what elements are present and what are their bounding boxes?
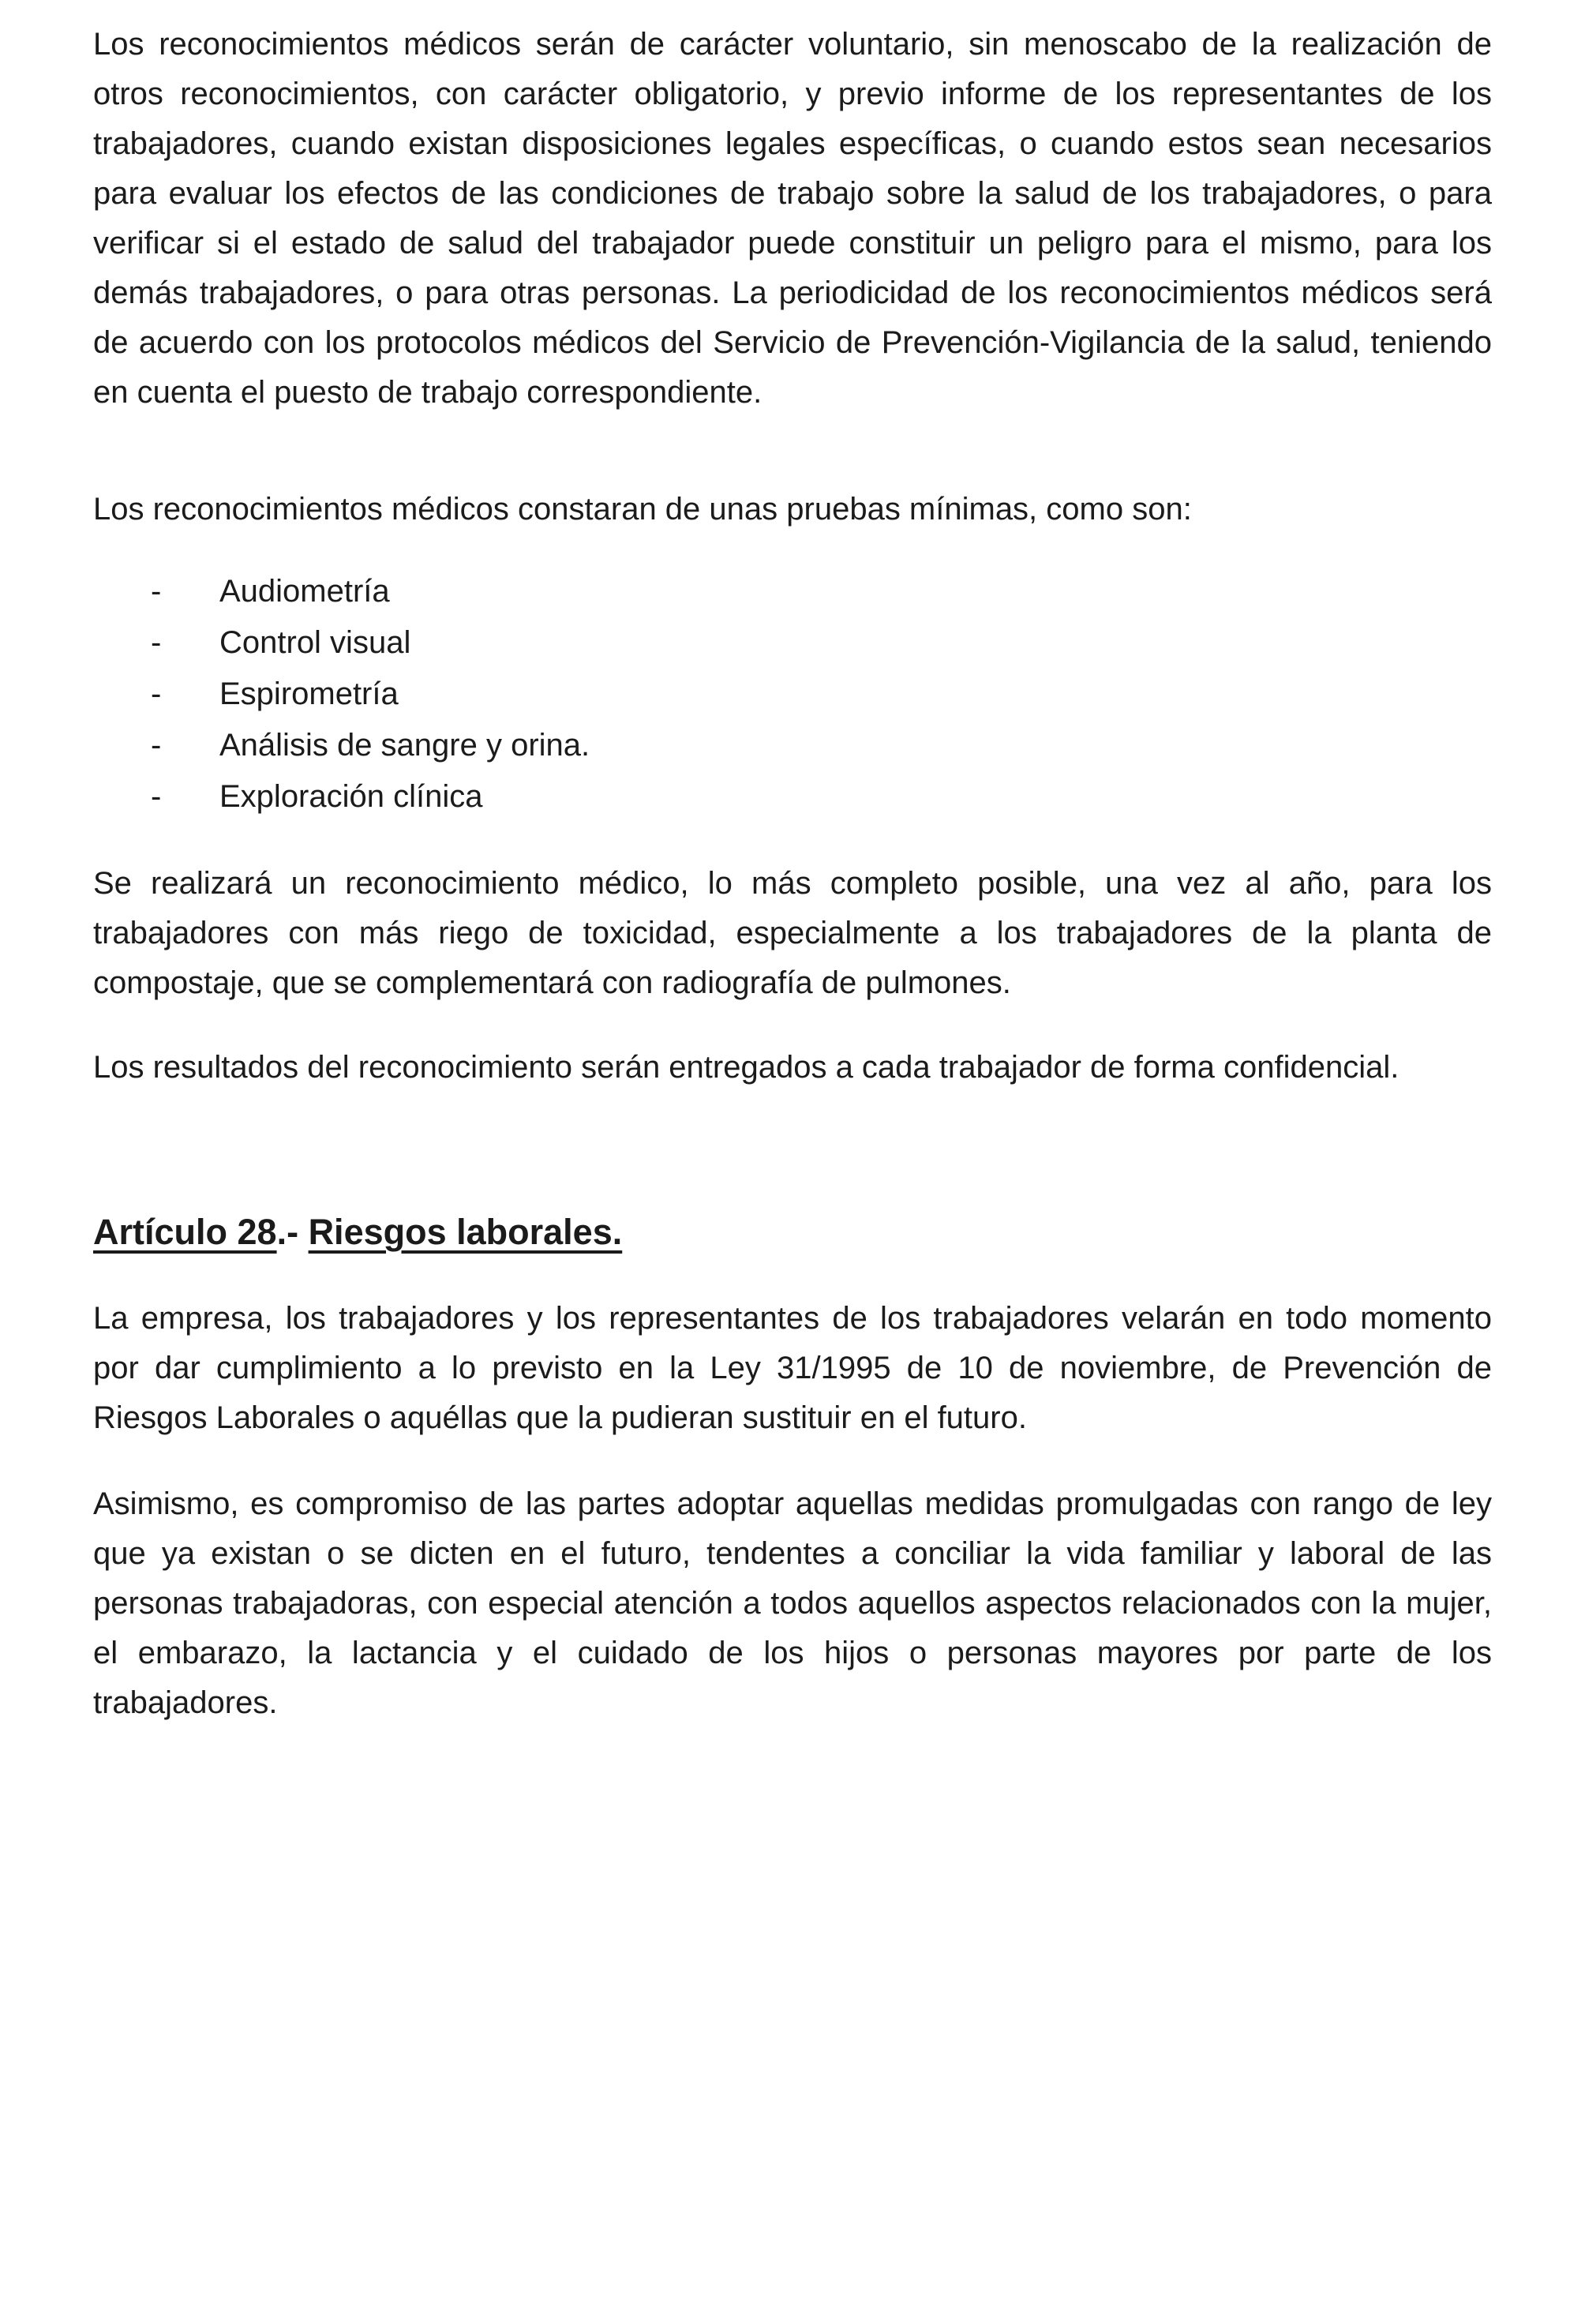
dash-bullet: -	[151, 677, 162, 711]
pruebas-minimas-list	[93, 566, 1492, 823]
dash-bullet: -	[151, 574, 162, 609]
heading-title: Riesgos laborales.	[308, 1212, 623, 1252]
list-item-label: Exploración clínica	[219, 779, 483, 814]
heading-article-number: Artículo 28	[93, 1212, 277, 1252]
article-28-heading	[93, 1207, 1492, 1257]
list-item-label: Espirometría	[219, 677, 399, 711]
dash-bullet: -	[151, 779, 162, 814]
paragraph-asimismo-compromiso: Asimismo, es compromiso de las partes adoptar aquellas medidas promulgadas con rango de ley que ya existan o se dicten en el futuro, tendentes a conciliar la vida familiar y laboral de las personas trabajadoras, con especial atención a todos aquellos aspectos relacionados con la mujer, el embarazo, la lactancia y el cuidado de los hijos o personas mayores por parte de los trabajadores.	[93, 1486, 1492, 1720]
list-item-exploracion-clinica	[93, 771, 1492, 823]
dash-bullet: -	[151, 625, 162, 660]
paragraph-pruebas-minimas-intro: Los reconocimientos médicos constaran de unas pruebas mínimas, como son:	[93, 492, 1192, 527]
heading-separator: .-	[276, 1212, 309, 1252]
paragraph-empresa-cumplimiento: La empresa, los trabajadores y los representantes de los trabajadores velarán en todo momento por dar cumplimiento a lo previsto en la Ley 31/1995 de 10 de noviembre, de Prevención de Riesgos Laborales o aquéllas que la pudieran sustituir en el futuro.	[93, 1301, 1492, 1435]
list-item-control-visual	[93, 617, 1492, 669]
list-item-label: Control visual	[219, 625, 411, 660]
list-item-label: Análisis de sangre y orina.	[219, 728, 590, 763]
paragraph-reconocimientos-voluntario: Los reconocimientos médicos serán de carácter voluntario, sin menoscabo de la realización de otros reconocimientos, con carácter obligatorio, y previo informe de los representantes de los trabajadores, cuando existan disposiciones legales específicas, o cuando estos sean necesarios para evaluar los efectos de las condiciones de trabajo sobre la salud de los trabajadores, o para verificar si el estado de salud del trabajador puede constituir un peligro para el mismo, para los demás trabajadores, o para otras personas. La periodicidad de los reconocimientos médicos será de acuerdo con los protocolos médicos del Servicio de Prevención-Vigilancia de la salud, teniendo en cuenta el puesto de trabajo correspondiente.	[93, 27, 1492, 410]
list-item-espirometria	[93, 669, 1492, 720]
dash-bullet: -	[151, 728, 162, 763]
paragraph-resultados-confidencial: Los resultados del reconocimiento serán entregados a cada trabajador de forma confidencial.	[93, 1050, 1400, 1085]
list-item-analisis-sangre-orina	[93, 720, 1492, 771]
list-item-label: Audiometría	[219, 574, 390, 609]
list-item-audiometria	[93, 566, 1492, 617]
paragraph-reconocimiento-anual: Se realizará un reconocimiento médico, lo más completo posible, una vez al año, para los trabajadores con más riego de toxicidad, especialmente a los trabajadores de la planta de compostaje, que se complementará con radiografía de pulmones.	[93, 866, 1492, 1000]
